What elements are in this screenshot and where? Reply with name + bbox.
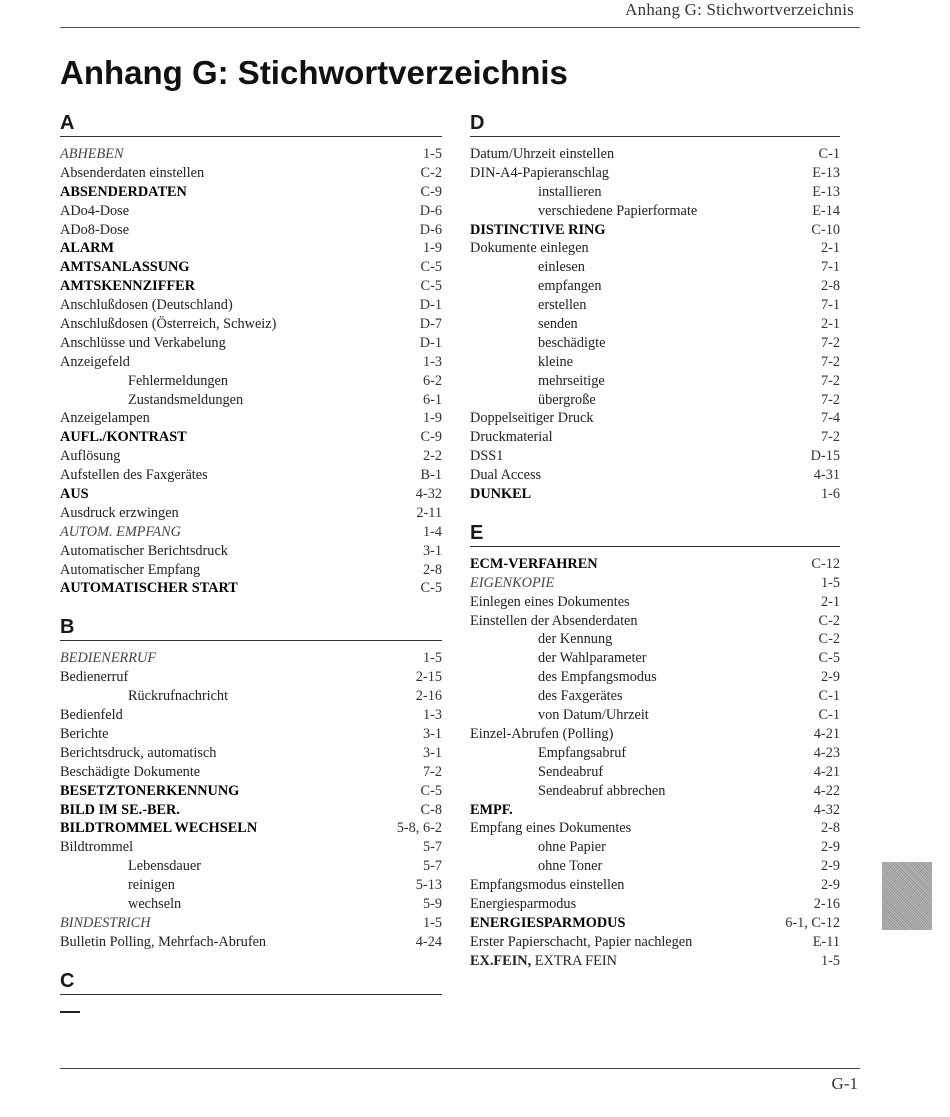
index-entry bbox=[470, 593, 840, 612]
entry-term: ABSENDERDATEN bbox=[60, 183, 187, 200]
entry-term: beschädigte bbox=[538, 334, 606, 351]
entry-page: E-11 bbox=[812, 933, 840, 950]
entry-page: C-9 bbox=[420, 183, 442, 200]
index-entry bbox=[60, 725, 442, 744]
index-entry bbox=[60, 315, 442, 334]
entry-page: 7-2 bbox=[422, 763, 442, 780]
entry-page: 5-13 bbox=[415, 877, 442, 894]
entry-page: 7-1 bbox=[820, 297, 840, 314]
entry-page: C-1 bbox=[818, 688, 840, 705]
entry-term: Berichtsdruck, automatisch bbox=[60, 744, 217, 761]
entry-page: 7-1 bbox=[820, 259, 840, 276]
entry-page: 7-2 bbox=[820, 372, 840, 389]
entry-page: 5-7 bbox=[422, 839, 442, 856]
entry-term: Fehlermeldungen bbox=[128, 372, 229, 389]
entry-page: 4-32 bbox=[415, 486, 442, 503]
index-entry bbox=[470, 819, 840, 838]
entry-term-bold: EX.FEIN, bbox=[470, 952, 532, 969]
entry-page: 4-22 bbox=[813, 782, 840, 799]
entry-page: E-13 bbox=[812, 164, 840, 181]
index-entry bbox=[470, 725, 840, 744]
section-letter-b: B bbox=[60, 614, 442, 641]
entry-page: E-13 bbox=[812, 183, 840, 200]
entry-page: C-12 bbox=[811, 555, 840, 572]
index-entry bbox=[60, 668, 442, 687]
index-entry bbox=[60, 466, 442, 485]
entry-page: 1-4 bbox=[422, 523, 442, 540]
footer-rule bbox=[60, 1068, 860, 1069]
entry-term: AMTSANLASSUNG bbox=[60, 259, 190, 276]
entry-term: der Wahlparameter bbox=[538, 650, 647, 667]
entry-page: 7-2 bbox=[820, 429, 840, 446]
entry-term: Empfangsabruf bbox=[538, 744, 627, 761]
index-entry bbox=[60, 296, 442, 315]
index-entry bbox=[60, 409, 442, 428]
entry-term: Bedienerruf bbox=[60, 669, 129, 686]
entry-term: DIN-A4-Papieranschlag bbox=[470, 164, 609, 181]
entry-term: DUNKEL bbox=[470, 486, 532, 503]
entry-term: Anschlüsse und Verkabelung bbox=[60, 334, 226, 351]
entry-term: AUTOMATISCHER START bbox=[60, 580, 238, 597]
entry-page: D-6 bbox=[419, 202, 442, 219]
entry-term: Dual Access bbox=[470, 467, 542, 484]
entry-page: C-2 bbox=[420, 164, 442, 181]
index-entry bbox=[470, 574, 840, 593]
index-entry bbox=[470, 466, 840, 485]
entry-term: Anschlußdosen (Deutschland) bbox=[60, 297, 233, 314]
entry-page: 7-2 bbox=[820, 391, 840, 408]
entry-term: Lebensdauer bbox=[128, 858, 202, 875]
entry-term: Aufstellen des Faxgerätes bbox=[60, 467, 208, 484]
entry-term: Bedienfeld bbox=[60, 707, 123, 724]
entry-page: 7-2 bbox=[820, 334, 840, 351]
entry-term: Anschlußdosen (Österreich, Schweiz) bbox=[60, 316, 277, 333]
entry-term: DISTINCTIVE RING bbox=[470, 221, 606, 238]
entry-page: 1-5 bbox=[422, 146, 442, 162]
index-entry bbox=[470, 763, 840, 782]
index-entry bbox=[470, 485, 840, 504]
index-entry bbox=[470, 409, 840, 428]
entry-page: 1-5 bbox=[422, 914, 442, 931]
entry-term: des Empfangsmodus bbox=[538, 669, 657, 686]
entry-term: Einzel-Abrufen (Polling) bbox=[470, 725, 614, 742]
entry-term: der Kennung bbox=[538, 631, 613, 648]
section-letter-c: C bbox=[60, 968, 442, 995]
entry-term: des Faxgerätes bbox=[538, 688, 623, 705]
index-entry bbox=[60, 542, 442, 561]
index-entry bbox=[470, 315, 840, 334]
index-entry bbox=[470, 857, 840, 876]
entry-page: 1-3 bbox=[422, 707, 442, 724]
entry-term: senden bbox=[538, 316, 578, 333]
page-title: Anhang G: Stichwortverzeichnis bbox=[60, 54, 568, 91]
entry-term: Bulletin Polling, Mehrfach-Abrufen bbox=[60, 933, 267, 950]
entry-term: Zustandsmeldungen bbox=[128, 391, 244, 408]
entry-term: Empfangsmodus einstellen bbox=[470, 877, 625, 894]
entry-term: kleine bbox=[538, 353, 573, 370]
index-entry bbox=[60, 649, 442, 668]
entry-term: wechseln bbox=[128, 895, 182, 912]
entry-term: reinigen bbox=[128, 877, 175, 894]
index-entry bbox=[60, 744, 442, 763]
entry-page: C-5 bbox=[818, 650, 840, 667]
entry-page: 7-4 bbox=[820, 410, 840, 427]
entry-term: ALARM bbox=[60, 240, 115, 257]
entry-term bbox=[470, 952, 617, 971]
index-entry bbox=[60, 334, 442, 353]
entry-term: BILD IM SE.-BER. bbox=[60, 801, 180, 818]
index-entry bbox=[470, 933, 840, 952]
entry-page: 4-21 bbox=[813, 725, 840, 742]
index-entry bbox=[470, 952, 840, 971]
entry-page: 2-8 bbox=[422, 561, 442, 578]
index-entry bbox=[470, 221, 840, 240]
index-entry bbox=[60, 579, 442, 598]
entry-term: Anzeigefeld bbox=[60, 353, 130, 370]
index-entry bbox=[60, 183, 442, 202]
entry-term: Dokumente einlegen bbox=[470, 240, 589, 257]
entry-list bbox=[60, 145, 442, 598]
index-entry bbox=[470, 744, 840, 763]
index-entry bbox=[60, 857, 442, 876]
index-entry bbox=[470, 447, 840, 466]
index-entry bbox=[470, 145, 840, 164]
entry-term: Druckmaterial bbox=[470, 429, 553, 446]
entry-term: EIGENKOPIE bbox=[470, 574, 555, 591]
entry-page: C-1 bbox=[818, 146, 840, 162]
entry-term: erstellen bbox=[538, 297, 587, 314]
index-entry bbox=[60, 801, 442, 820]
entry-term: Einstellen der Absenderdaten bbox=[470, 612, 638, 629]
entry-term: BINDESTRICH bbox=[60, 914, 151, 931]
index-entry bbox=[60, 485, 442, 504]
entry-page: 5-8, 6-2 bbox=[396, 820, 442, 837]
entry-term: Auflösung bbox=[60, 448, 121, 465]
section-spacer bbox=[470, 504, 840, 520]
entry-term: Sendeabruf bbox=[538, 763, 604, 780]
entry-page: 3-1 bbox=[422, 744, 442, 761]
entry-page: D-6 bbox=[419, 221, 442, 238]
entry-page: 4-24 bbox=[415, 933, 442, 950]
index-entry bbox=[470, 838, 840, 857]
entry-term: Datum/Uhrzeit einstellen bbox=[470, 146, 615, 162]
entry-page: 1-5 bbox=[422, 650, 442, 667]
section-letter-a: A bbox=[60, 110, 442, 137]
entry-term: mehrseitige bbox=[538, 372, 605, 389]
index-entry bbox=[470, 555, 840, 574]
entry-term: Empfang eines Dokumentes bbox=[470, 820, 632, 837]
index-entry bbox=[60, 706, 442, 725]
index-entry bbox=[60, 876, 442, 895]
entry-page: 1-9 bbox=[422, 240, 442, 257]
entry-term: Ausdruck erzwingen bbox=[60, 504, 179, 521]
entry-page: 2-16 bbox=[415, 688, 442, 705]
index-entry bbox=[60, 372, 442, 391]
index-entry bbox=[60, 277, 442, 296]
entry-page: 2-8 bbox=[820, 820, 840, 837]
index-entry bbox=[470, 876, 840, 895]
entry-page: 4-23 bbox=[813, 744, 840, 761]
section-spacer bbox=[60, 598, 442, 614]
index-entry bbox=[470, 782, 840, 801]
entry-page: 3-1 bbox=[422, 542, 442, 559]
header-rule bbox=[60, 27, 860, 28]
index-entry bbox=[470, 895, 840, 914]
entry-term: DSS1 bbox=[470, 448, 504, 465]
entry-term: Energiesparmodus bbox=[470, 895, 577, 912]
entry-term: BILDTROMMEL WECHSELN bbox=[60, 820, 258, 837]
entry-page: C-8 bbox=[420, 801, 442, 818]
entry-term: AUTOM. EMPFANG bbox=[60, 523, 181, 540]
entry-term: ADo4-Dose bbox=[60, 202, 130, 219]
entry-term: von Datum/Uhrzeit bbox=[538, 707, 649, 724]
index-entry bbox=[60, 561, 442, 580]
entry-page: 1-6 bbox=[820, 486, 840, 503]
entry-page: 2-9 bbox=[820, 877, 840, 894]
index-entry bbox=[60, 202, 442, 221]
index-entry bbox=[60, 164, 442, 183]
entry-term: AUS bbox=[60, 486, 89, 503]
entry-page: D-1 bbox=[419, 334, 442, 351]
entry-page: 6-1, C-12 bbox=[785, 914, 840, 931]
index-entry bbox=[470, 391, 840, 410]
entry-page: C-2 bbox=[818, 631, 840, 648]
index-entry bbox=[470, 258, 840, 277]
entry-term: Anzeigelampen bbox=[60, 410, 150, 427]
entry-term-rest: EXTRA FEIN bbox=[531, 952, 617, 969]
entry-page: 1-3 bbox=[422, 353, 442, 370]
index-entry bbox=[60, 895, 442, 914]
entry-term: Erster Papierschacht, Papier nachlegen bbox=[470, 933, 693, 950]
entry-term: ohne Toner bbox=[538, 858, 603, 875]
index-entry bbox=[60, 523, 442, 542]
index-entry bbox=[60, 763, 442, 782]
index-entry bbox=[470, 239, 840, 258]
entry-term: Doppelseitiger Druck bbox=[470, 410, 594, 427]
index-entry bbox=[60, 782, 442, 801]
entry-page: E-14 bbox=[812, 202, 840, 219]
entry-list bbox=[470, 555, 840, 971]
index-entry bbox=[60, 221, 442, 240]
index-entry bbox=[60, 239, 442, 258]
entry-term: AMTSKENNZIFFER bbox=[60, 278, 196, 295]
entry-term: Automatischer Berichtsdruck bbox=[60, 542, 228, 559]
entry-page: 2-11 bbox=[416, 504, 442, 521]
entry-term: Beschädigte Dokumente bbox=[60, 763, 201, 780]
entry-page: 4-31 bbox=[813, 467, 840, 484]
entry-page: 6-1 bbox=[422, 391, 442, 408]
entry-term: Bildtrommel bbox=[60, 839, 134, 856]
index-entry bbox=[470, 428, 840, 447]
entry-term: empfangen bbox=[538, 278, 602, 295]
entry-term: Absenderdaten einstellen bbox=[60, 164, 205, 181]
entry-page: 1-9 bbox=[422, 410, 442, 427]
entry-term: einlesen bbox=[538, 259, 585, 276]
section-letter-e: E bbox=[470, 520, 840, 547]
entry-page: 2-2 bbox=[422, 448, 442, 465]
entry-page: 2-1 bbox=[820, 316, 840, 333]
entry-page: 5-7 bbox=[422, 858, 442, 875]
entry-page: 6-2 bbox=[422, 372, 442, 389]
index-entry bbox=[470, 668, 840, 687]
index-entry bbox=[60, 353, 442, 372]
index-entry bbox=[470, 296, 840, 315]
index-column-right bbox=[470, 110, 840, 971]
running-head: Anhang G: Stichwortverzeichnis bbox=[625, 0, 854, 19]
entry-page: 4-32 bbox=[813, 801, 840, 818]
entry-page: 1-5 bbox=[820, 574, 840, 591]
index-entry bbox=[470, 277, 840, 296]
index-entry bbox=[60, 933, 442, 952]
index-entry bbox=[60, 819, 442, 838]
entry-page: C-9 bbox=[420, 429, 442, 446]
entry-page: 3-1 bbox=[422, 725, 442, 742]
index-entry bbox=[470, 202, 840, 221]
entry-term: ECM-VERFAHREN bbox=[470, 555, 598, 572]
entry-page: 2-16 bbox=[813, 895, 840, 912]
entry-page: D-15 bbox=[810, 448, 840, 465]
section-dash bbox=[60, 1011, 80, 1013]
entry-page: D-1 bbox=[419, 297, 442, 314]
entry-page: C-5 bbox=[420, 259, 442, 276]
index-entry bbox=[470, 649, 840, 668]
index-entry bbox=[60, 504, 442, 523]
entry-page: 2-1 bbox=[820, 240, 840, 257]
entry-page: 2-9 bbox=[820, 839, 840, 856]
index-entry bbox=[470, 612, 840, 631]
index-entry bbox=[470, 164, 840, 183]
index-entry bbox=[470, 334, 840, 353]
index-entry bbox=[470, 353, 840, 372]
index-entry bbox=[470, 914, 840, 933]
index-entry bbox=[60, 391, 442, 410]
page-number: G-1 bbox=[831, 1074, 858, 1093]
entry-term: EMPF. bbox=[470, 801, 513, 818]
entry-term: Einlegen eines Dokumentes bbox=[470, 593, 630, 610]
entry-page: D-7 bbox=[419, 316, 442, 333]
index-entry bbox=[60, 258, 442, 277]
index-column-left bbox=[60, 110, 442, 1013]
entry-page: C-2 bbox=[818, 612, 840, 629]
index-entry bbox=[470, 801, 840, 820]
entry-term: Rückrufnachricht bbox=[128, 688, 229, 705]
entry-page: C-5 bbox=[420, 278, 442, 295]
entry-page: C-5 bbox=[420, 782, 442, 799]
entry-page: B-1 bbox=[420, 467, 442, 484]
entry-term: ADo8-Dose bbox=[60, 221, 130, 238]
entry-page: C-5 bbox=[420, 580, 442, 597]
entry-page: 2-1 bbox=[820, 593, 840, 610]
entry-term: Automatischer Empfang bbox=[60, 561, 201, 578]
entry-page: C-1 bbox=[818, 707, 840, 724]
entry-page: C-10 bbox=[811, 221, 840, 238]
entry-term: ohne Papier bbox=[538, 839, 606, 856]
section-spacer bbox=[60, 952, 442, 968]
index-entry bbox=[60, 687, 442, 706]
thumb-index-tab bbox=[882, 862, 932, 930]
entry-page: 2-8 bbox=[820, 278, 840, 295]
section-letter-d: D bbox=[470, 110, 840, 137]
entry-term: BESETZTONERKENNUNG bbox=[60, 782, 240, 799]
entry-term: installieren bbox=[538, 183, 602, 200]
entry-term: Berichte bbox=[60, 725, 109, 742]
index-entry bbox=[470, 706, 840, 725]
entry-list bbox=[60, 649, 442, 951]
entry-term: Sendeabruf abbrechen bbox=[538, 782, 666, 799]
entry-term: übergroße bbox=[538, 391, 596, 408]
index-entry bbox=[60, 914, 442, 933]
index-entry bbox=[470, 372, 840, 391]
index-entry bbox=[470, 687, 840, 706]
entry-page: 5-9 bbox=[422, 895, 442, 912]
index-entry bbox=[60, 145, 442, 164]
entry-page: 7-2 bbox=[820, 353, 840, 370]
entry-page: 2-9 bbox=[820, 858, 840, 875]
entry-list bbox=[470, 145, 840, 504]
index-entry bbox=[60, 838, 442, 857]
index-entry bbox=[470, 183, 840, 202]
entry-term: BEDIENERRUF bbox=[60, 650, 157, 667]
index-entry bbox=[60, 447, 442, 466]
index-entry bbox=[60, 428, 442, 447]
entry-page: 2-9 bbox=[820, 669, 840, 686]
entry-term: ABHEBEN bbox=[60, 146, 124, 162]
entry-page: 4-21 bbox=[813, 763, 840, 780]
entry-term: verschiedene Papierformate bbox=[538, 202, 698, 219]
index-entry bbox=[470, 630, 840, 649]
entry-page: 2-15 bbox=[415, 669, 442, 686]
entry-page: 1-5 bbox=[820, 952, 840, 969]
entry-term: AUFL./KONTRAST bbox=[60, 429, 187, 446]
entry-term: ENERGIESPARMODUS bbox=[470, 914, 626, 931]
